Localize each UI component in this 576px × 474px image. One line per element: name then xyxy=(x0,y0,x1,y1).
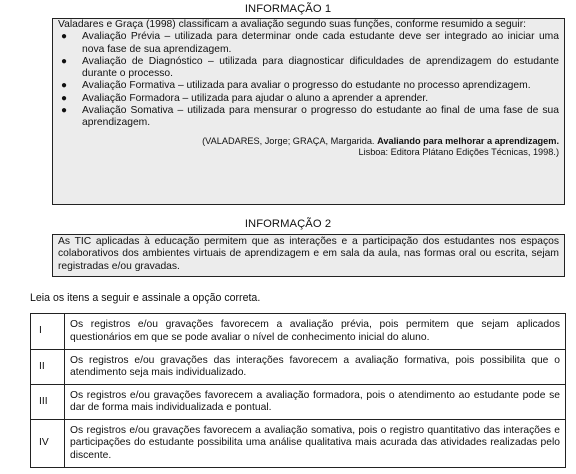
list-item xyxy=(58,31,559,56)
statement-text: Os registros e/ou gravações favorecem a avaliação formadora, pois o atendimento ao estudante pode se dar de forma mais individualizada e pontual. xyxy=(65,385,566,420)
table-row xyxy=(31,385,566,420)
evaluation-types-list xyxy=(58,31,559,129)
citation-authors: (VALADARES, Jorge; GRAÇA, Margarida. xyxy=(202,135,375,146)
list-item-text: Avaliação Formativa – utilizada para avaliar o progresso do estudante no processo aprendizagem. xyxy=(82,80,531,92)
citation-publisher: Lisboa: Editora Plátano Edições Técnicas, 1998.) xyxy=(358,147,559,158)
info1-heading: INFORMAÇÃO 1 xyxy=(244,3,332,15)
bullet-icon: ● xyxy=(61,105,68,117)
bullet-icon: ● xyxy=(61,55,68,67)
citation xyxy=(58,136,559,159)
statement-numeral: II xyxy=(31,350,65,385)
list-item xyxy=(58,93,559,105)
info2-box xyxy=(52,234,565,277)
statement-text: Os registros e/ou gravações favorecem a avaliação somativa, pois o registro quantitativo das interações e participações do estudante possibilita uma análise qualitativa mais acurada das atividades realizadas pelo discente. xyxy=(65,420,566,468)
statement-numeral: I xyxy=(31,314,65,350)
list-item xyxy=(58,80,559,92)
list-item-text: Avaliação Formadora – utilizada para ajudar o aluno a aprender a aprender. xyxy=(82,92,429,104)
list-item-text: Avaliação Somativa – utilizada para mensurar o progresso do estudante ao final de uma fase de sua aprendizagem. xyxy=(82,105,559,129)
list-item-text: Avaliação Prévia – utilizada para determinar onde cada estudante deve ser integrado ao iniciar uma nova fase de sua aprendizagem. xyxy=(82,31,559,55)
info2-text: As TIC aplicadas à educação permitem que as interações e a participação dos estudantes nos espaços colaborativos dos ambientes virtuais de aprendizagem e em sala da aula, nas formas oral ou escrita, sejam registradas e/ou gravadas. xyxy=(58,236,559,272)
statement-numeral: IV xyxy=(31,420,65,468)
info2-heading: INFORMAÇÃO 2 xyxy=(244,218,332,230)
bullet-icon: ● xyxy=(61,80,68,92)
table-row xyxy=(31,350,566,385)
list-item xyxy=(58,105,559,130)
table-row xyxy=(31,420,566,468)
bullet-icon: ● xyxy=(61,92,68,104)
citation-title: Avaliando para melhorar a aprendizagem. xyxy=(377,135,559,146)
statement-text: Os registros e/ou gravações favorecem a avaliação prévia, pois permitem que sejam aplicados questionários em que se pode avaliar o nível de conhecimento inicial do aluno. xyxy=(65,314,566,350)
info1-intro: Valadares e Graça (1998) classificam a avaliação segundo suas funções, conforme resumido a seguir: xyxy=(58,19,526,30)
statement-numeral: III xyxy=(31,385,65,420)
list-item-text: Avaliação de Diagnóstico – utilizada para diagnosticar dificuldades de aprendizagem do estudante durante o processo. xyxy=(82,55,559,80)
list-item xyxy=(58,56,559,81)
table-row xyxy=(31,314,566,350)
instruction-text: Leia os itens a seguir e assinale a opção correta. xyxy=(30,292,261,304)
statements-table xyxy=(30,313,566,468)
bullet-icon: ● xyxy=(61,31,68,43)
info1-box xyxy=(52,18,565,205)
statement-text: Os registros e/ou gravações das interações favorecem a avaliação formativa, pois possibilita que o atendimento seja mais individualizado. xyxy=(65,350,566,385)
